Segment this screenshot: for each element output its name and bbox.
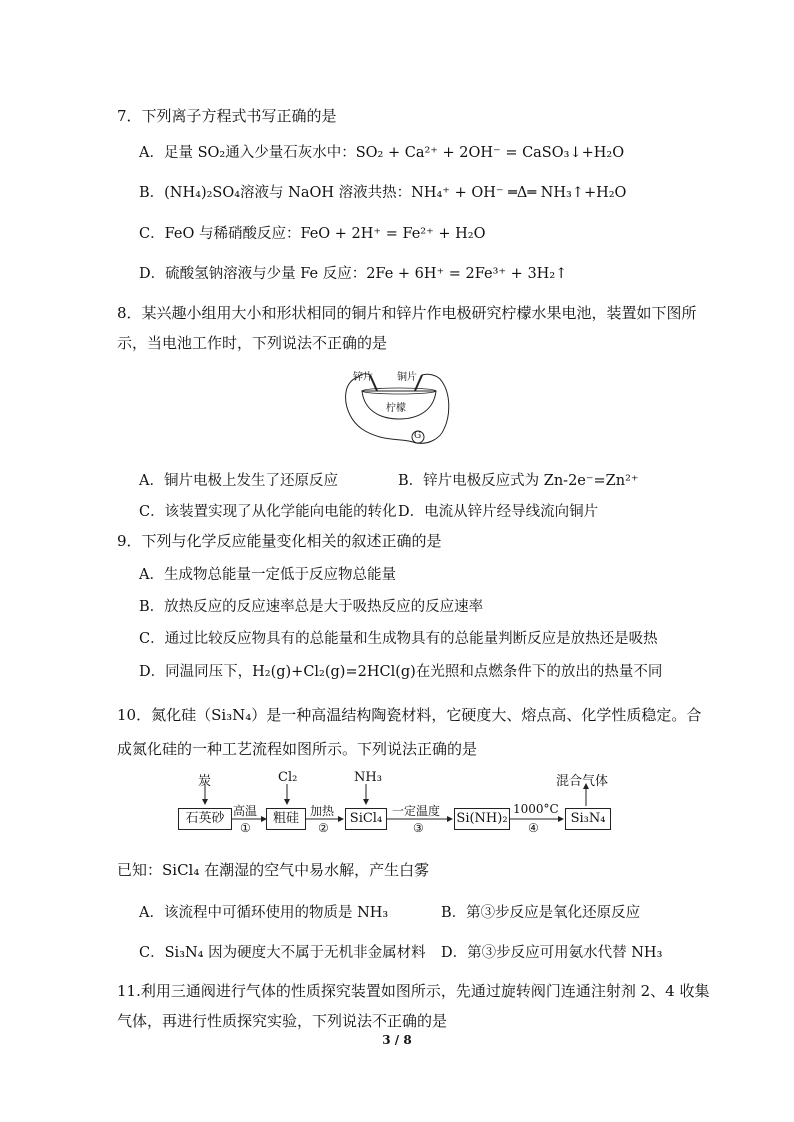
q10-stem-line2: 成氮化硅的一种工艺流程如图所示。下列说法正确的是 bbox=[117, 740, 478, 758]
q8-option-c: C．该装置实现了从化学能向电能的转化 bbox=[139, 504, 397, 520]
q10-known: 已知：SiCl₄ 在潮湿的空气中易水解，产生白雾 bbox=[117, 861, 430, 879]
q9-option-d bbox=[139, 660, 662, 681]
cond-1000c: 1000°C bbox=[513, 802, 559, 816]
q7-option-b-text: B．(NH₄)₂SO₄溶液与 NaOH 溶液共热： bbox=[139, 185, 412, 201]
q7-option-d-eq: 2Fe + 6H⁺ = 2Fe³⁺ + 3H₂↑ bbox=[366, 266, 568, 282]
fig-copper-label: 铜片 bbox=[397, 372, 417, 383]
q9-option-a: A．生成物总能量一定低于反应物总能量 bbox=[139, 567, 396, 583]
step-2-label: ② bbox=[318, 821, 329, 835]
q8-option-a: A．铜片电极上发生了还原反应 bbox=[139, 473, 338, 489]
box-si-nh2: Si(NH)₂ bbox=[454, 808, 510, 830]
q10-option-b: B．第③步反应是氧化还原反应 bbox=[441, 905, 641, 921]
q7-option-c-eq: FeO + 2H⁺ = Fe²⁺ + H₂O bbox=[300, 226, 486, 242]
step-4-label: ④ bbox=[528, 821, 539, 835]
galvanometer-icon: G bbox=[414, 431, 422, 441]
q7-option-b-eq: NH₄⁺ + OH⁻ ═Δ═ NH₃↑+H₂O bbox=[411, 185, 627, 201]
fig-zinc-label: 锌片 bbox=[353, 372, 373, 383]
q8-stem-line2: 示，当电池工作时，下列说法不正确的是 bbox=[117, 334, 388, 352]
box-si3n4: Si₃N₄ bbox=[565, 808, 611, 830]
q9-option-c: C．通过比较反应物具有的总能量和生成物具有的总能量判断反应是放热还是吸热 bbox=[139, 631, 658, 647]
q7-option-a bbox=[139, 141, 624, 162]
q7-option-c-text: C．FeO 与稀硝酸反应： bbox=[139, 226, 301, 242]
box-sicl4: SiCl₄ bbox=[345, 808, 387, 830]
q7-option-b bbox=[139, 181, 626, 202]
page-number: 3 / 8 bbox=[382, 1033, 412, 1047]
fig-lemon-label: 柠檬 bbox=[386, 403, 406, 414]
q7-option-c bbox=[139, 222, 485, 243]
input-carbon: 炭 bbox=[198, 774, 212, 789]
q10-option-a: A．该流程中可循环使用的物质是 NH₃ bbox=[139, 905, 389, 921]
q7-option-a-text: A．足量 SO₂通入少量石灰水中： bbox=[139, 145, 356, 161]
q8-option-d: D．电流从锌片经导线流向铜片 bbox=[398, 504, 599, 520]
step-3-label: ③ bbox=[413, 821, 424, 835]
q8-stem-line1: 8．某兴趣小组用大小和形状相同的铜片和锌片作电极研究柠檬水果电池，装置如下图所 bbox=[117, 304, 697, 322]
cond-certain-temp: 一定温度 bbox=[392, 804, 441, 818]
q9-option-d-eq: H₂(g)+Cl₂(g)=2HCl(g) bbox=[252, 664, 416, 680]
q9-option-b: B．放热反应的反应速率总是大于吸热反应的反应速率 bbox=[139, 599, 484, 615]
q7-option-a-eq: SO₂ + Ca²⁺ + 2OH⁻ = CaSO₃↓+H₂O bbox=[355, 145, 625, 161]
step-1-label: ① bbox=[240, 821, 251, 835]
q7-stem: 7．下列离子方程式书写正确的是 bbox=[117, 107, 337, 125]
q9-option-d-text: D．同温同压下， bbox=[139, 664, 253, 680]
q11-stem-line1: 11.利用三通阀进行气体的性质探究装置如图所示，先通过旋转阀门连通注射剂 2、4 收集 bbox=[117, 982, 710, 1000]
q7-option-d bbox=[139, 262, 567, 283]
q8-option-b: B．锌片电极反应式为 Zn-2e⁻=Zn²⁺ bbox=[398, 473, 639, 489]
q10-stem-line1: 10．氮化硅（Si₃N₄）是一种高温结构陶瓷材料，它硬度大、熔点高、化学性质稳定。合 bbox=[117, 706, 702, 724]
box-quartz-sand: 石英砂 bbox=[178, 808, 232, 830]
q9-option-d-tail: 在光照和点燃条件下的放出的热量不同 bbox=[415, 664, 663, 680]
cond-high-temp: 高温 bbox=[233, 804, 258, 818]
q9-stem: 9．下列与化学反应能量变化相关的叙述正确的是 bbox=[117, 532, 442, 550]
q10-option-c: C．Si₃N₄ 因为硬度大不属于无机非金属材料 bbox=[139, 945, 426, 961]
q7-option-d-text: D．硫酸氢钠溶液与少量 Fe 反应： bbox=[139, 266, 367, 282]
q10-option-d: D．第③步反应可用氨水代替 NH₃ bbox=[441, 945, 663, 961]
input-nh3: NH₃ bbox=[354, 770, 382, 785]
output-mixed-gas: 混合气体 bbox=[556, 774, 609, 789]
q11-stem-line2: 气体，再进行性质探究实验，下列说法不正确的是 bbox=[117, 1012, 448, 1030]
cond-heating: 加热 bbox=[310, 804, 335, 818]
input-cl2: Cl₂ bbox=[278, 770, 298, 785]
box-crude-silicon: 粗硅 bbox=[266, 808, 306, 830]
